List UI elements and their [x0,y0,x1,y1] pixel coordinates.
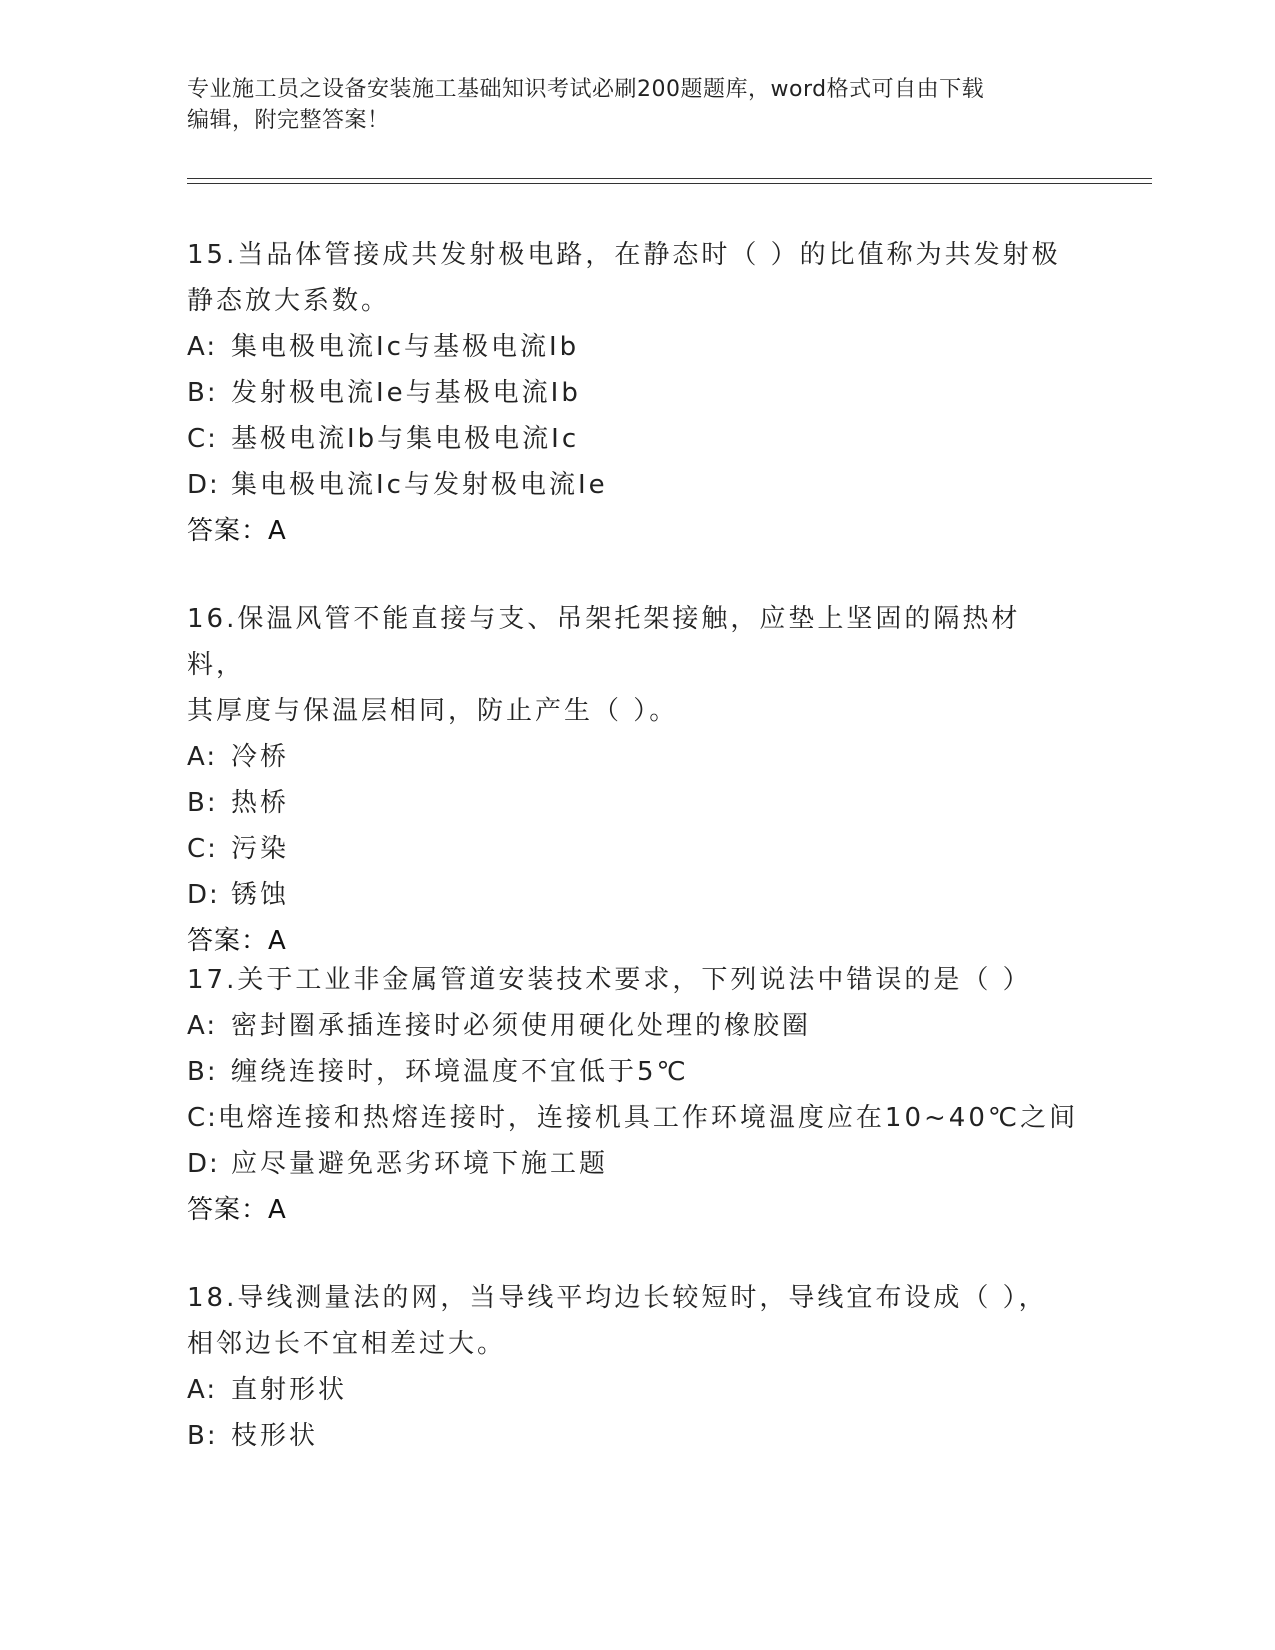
option-letter: D: [187,470,220,500]
option-c [187,1095,1079,1141]
answer-line: 答案：A [187,926,287,956]
document-header [187,74,1087,136]
option-letter: B: [187,788,218,818]
option-d [187,1141,1067,1187]
option-letter: D: [187,1149,220,1179]
option-b [187,1413,1067,1459]
option-text: 发射极电流Ie与基极电流Ib [231,378,581,408]
question-18 [187,1275,1067,1459]
header-divider-bottom [187,183,1152,184]
option-letter: A: [187,1375,218,1405]
option-text: 直射形状 [231,1375,348,1405]
option-text: 缠绕连接时，环境温度不宜低于5℃ [231,1057,689,1087]
option-text: 基极电流Ib与集电极电流Ic [231,424,580,454]
question-stem-line: 15.当品体管接成共发射极电路，在静态时（ ）的比值称为共发射极 [187,240,1061,270]
option-letter: A: [187,332,218,362]
question-stem-line: 其厚度与保温层相同，防止产生（ ）。 [187,696,679,726]
option-text: 污染 [231,834,290,864]
header-line-1: 专业施工员之设备安装施工基础知识考试必刷200题题库，word格式可自由下载 [187,77,985,102]
option-letter: C: [187,424,218,454]
option-b [187,370,1067,416]
option-d [187,872,1067,918]
question-stem-line: 17.关于工业非金属管道安装技术要求，下列说法中错误的是（ ） [187,965,1032,995]
option-c [187,826,1067,872]
option-text: 锈蚀 [231,880,290,910]
option-letter: C: [187,834,218,864]
answer-line: 答案：A [187,516,287,546]
option-a [187,734,1067,780]
option-d [187,462,1067,508]
option-text: 枝形状 [231,1421,319,1451]
option-letter: B: [187,1057,218,1087]
question-stem-line: 18.导线测量法的网，当导线平均边长较短时，导线宜布设成（ ）， [187,1283,1048,1313]
question-stem-line: 相邻边长不宜相差过大。 [187,1329,507,1359]
option-b [187,780,1067,826]
option-letter: A: [187,1011,218,1041]
header-divider-top [187,178,1152,179]
header-line-2: 编辑，附完整答案！ [187,108,390,133]
option-letter: D: [187,880,220,910]
question-15 [187,232,1067,554]
option-a [187,1367,1067,1413]
option-letter: B: [187,378,218,408]
option-a [187,1003,1067,1049]
option-letter: A: [187,742,218,772]
option-text: 热桥 [231,788,290,818]
option-letter: C: [187,1103,218,1133]
question-16 [187,596,1067,964]
option-b [187,1049,1067,1095]
option-text: 集电极电流Ic与发射极电流Ie [231,470,608,500]
question-stem-line: 16.保温风管不能直接与支、吊架托架接触，应垫上坚固的隔热材料， [187,604,1021,680]
answer-line: 答案：A [187,1195,287,1225]
option-a [187,324,1067,370]
option-text: 电熔连接和热熔连接时，连接机具工作环境温度应在10~40℃之间 [217,1103,1079,1133]
option-text: 集电极电流Ic与基极电流Ib [231,332,580,362]
option-c [187,416,1067,462]
question-17 [187,957,1079,1233]
question-stem-line: 静态放大系数。 [187,286,391,316]
option-text: 冷桥 [231,742,290,772]
option-text: 应尽量避免恶劣环境下施工题 [231,1149,609,1179]
option-text: 密封圈承插连接时必须使用硬化处理的橡胶圈 [231,1011,812,1041]
option-letter: B: [187,1421,218,1451]
